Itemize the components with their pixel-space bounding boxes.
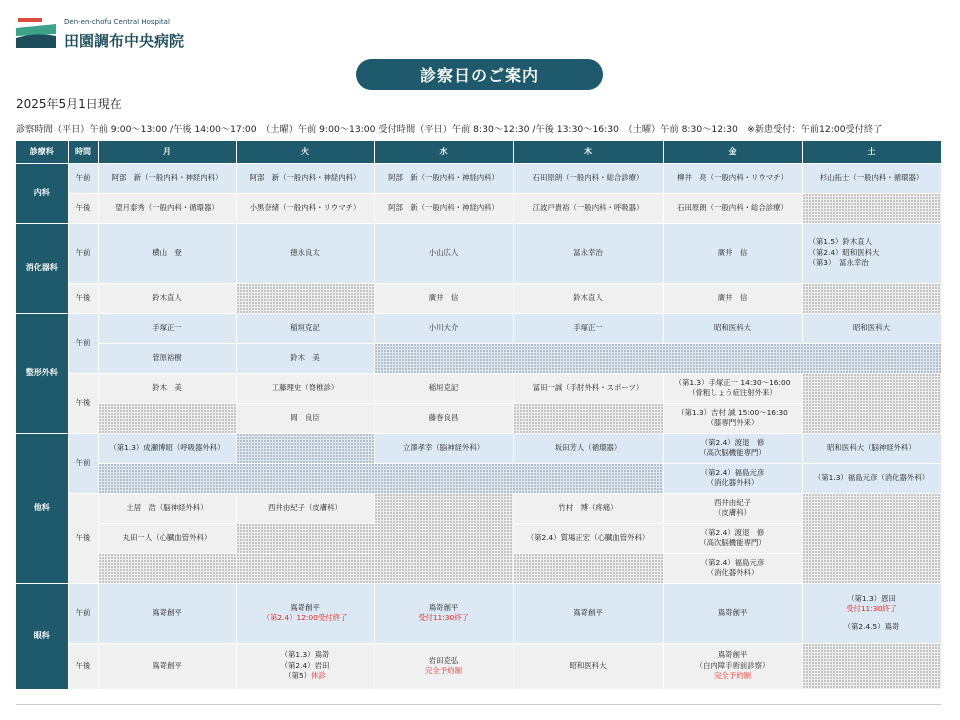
schedule-cell: （第2.4）質場正宏（心臓血管外科） <box>513 523 663 553</box>
schedule-cell: 稲垣克記 <box>374 373 513 403</box>
table-row <box>16 313 941 343</box>
page-title: 診察日のご案内 <box>356 59 603 90</box>
cell-line: （高次脳機能専門） <box>699 538 766 547</box>
schedule-cell <box>236 583 374 643</box>
cell-line-prefix: （第5） <box>284 671 312 681</box>
hours-info: 診察時間（平日）午前 9:00～13:00 /午後 14:00～17:00 （土曜）午前 9:00～13:00 受付時間（平日）午前 8:30～12:30 /午後 13:30～16:30 （土曜）午前 8:30～12:30 ※新患受付：午前12:00受付終了 <box>16 124 883 135</box>
header-time: 時間 <box>68 141 98 163</box>
schedule-cell: 柳井 亮（一般内科・リウマチ） <box>663 163 802 193</box>
schedule-cell: 阿部 新（一般内科・神経内科） <box>374 163 513 193</box>
schedule-cell: 廣井 信 <box>374 283 513 313</box>
table-row <box>16 223 941 283</box>
closed-cell <box>236 433 374 463</box>
schedule-cell: 小川大介 <box>374 313 513 343</box>
table-row <box>16 583 941 643</box>
schedule-cell: 嶌嵜創平 <box>513 583 663 643</box>
closed-cell <box>98 553 236 583</box>
schedule-table <box>16 141 942 690</box>
dept-seikei: 整形外科 <box>16 313 68 433</box>
hospital-logo-icon <box>16 18 56 48</box>
table-row <box>16 193 941 223</box>
schedule-cell <box>663 433 802 463</box>
closed-cell <box>802 373 941 433</box>
cell-line: （第2.4）福島元彦 <box>700 467 765 477</box>
schedule-cell: 鈴木直人 <box>98 283 236 313</box>
schedule-cell: 杉山拓士（一般内科・循環器） <box>802 163 941 193</box>
schedule-cell: 徳永良太 <box>236 223 374 283</box>
schedule-cell: 昭和医科大 <box>802 313 941 343</box>
schedule-cell: 立澤孝幸（脳神経外科） <box>374 433 513 463</box>
header-mon: 月 <box>98 141 236 163</box>
schedule-cell <box>663 403 802 433</box>
schedule-cell: 竹村 博（疼痛） <box>513 493 663 523</box>
schedule-cell: 横山 登 <box>98 223 236 283</box>
time-pm: 午後 <box>68 193 98 223</box>
cell-line: （第1.3）手塚正一 14:30～16:00 <box>674 377 791 387</box>
schedule-cell: 鈴木 美 <box>98 373 236 403</box>
cell-note: 受付11:30終了 <box>846 604 897 614</box>
schedule-cell <box>663 553 802 583</box>
cell-line: 嶌嵜創平 <box>428 602 459 612</box>
schedule-cell: 工藤理史（脊椎診） <box>236 373 374 403</box>
schedule-cell: 岡 良臣 <box>236 403 374 433</box>
schedule-cell <box>663 523 802 553</box>
schedule-cell: 鈴木直人 <box>513 283 663 313</box>
table-row <box>16 343 941 373</box>
schedule-cell: 廣井 信 <box>663 223 802 283</box>
schedule-cell: 昭和医科大（脳神経外科） <box>802 433 941 463</box>
table-header-row <box>16 141 941 163</box>
cell-line: （第1.3）恩田 <box>847 593 896 603</box>
closed-cell <box>236 523 374 553</box>
schedule-cell: 坂田芳人（循環器） <box>513 433 663 463</box>
time-pm: 午後 <box>68 373 98 433</box>
schedule-cell: 小黒奈緒（一般内科・リウマチ） <box>236 193 374 223</box>
schedule-cell: 冨永幸治 <box>513 223 663 283</box>
cell-line: 嶌嵜創平 <box>717 650 748 660</box>
header-thu: 木 <box>513 141 663 163</box>
dept-naika: 内科 <box>16 163 68 223</box>
schedule-cell: 石田原朗（一般内科・総合診療） <box>513 163 663 193</box>
schedule-cell: 冨田一誠（手肘外科・スポーツ） <box>513 373 663 403</box>
schedule-cell <box>374 643 513 689</box>
schedule-cell: 阿部 新（一般内科・神経内科） <box>374 193 513 223</box>
schedule-cell: 昭和医科大 <box>513 643 663 689</box>
table-row <box>16 463 941 493</box>
schedule-cell: 江波戸貴裕（一般内科・呼吸器） <box>513 193 663 223</box>
time-am: 午前 <box>68 223 98 283</box>
closed-cell <box>374 493 513 583</box>
schedule-cell: 手塚正一 <box>513 313 663 343</box>
cell-line: 嶌嵜創平 <box>290 602 320 612</box>
schedule-cell: 昭和医科大 <box>663 313 802 343</box>
schedule-cell <box>663 373 802 403</box>
schedule-cell: 藤巻良昌 <box>374 403 513 433</box>
time-pm: 午後 <box>68 643 98 689</box>
cell-line: （第3） 冨永幸治 <box>808 258 869 268</box>
schedule-cell: 土居 浩（脳神経外科） <box>98 493 236 523</box>
cell-line: （第1.5）鈴木直人 <box>808 237 872 247</box>
header-wed: 水 <box>374 141 513 163</box>
time-am: 午前 <box>68 583 98 643</box>
schedule-cell: 西井由紀子（皮膚科） <box>236 493 374 523</box>
schedule-cell: 手塚正一 <box>98 313 236 343</box>
cell-line: （第2.4）渡退 修 <box>700 437 765 447</box>
time-am: 午前 <box>68 163 98 193</box>
as-of-date: 2025年5月1日現在 <box>16 97 122 111</box>
schedule-cell: 石田原朗（一般内科・総合診療） <box>663 193 802 223</box>
cell-line: （膝専門外来） <box>706 418 759 427</box>
closed-cell <box>98 463 663 493</box>
cell-line: （第2.4）昭和医科大 <box>808 247 880 257</box>
schedule-cell: 鈴木 美 <box>236 343 374 373</box>
closed-cell <box>802 643 941 689</box>
time-pm: 午後 <box>68 283 98 313</box>
table-row <box>16 373 941 403</box>
header-fri: 金 <box>663 141 802 163</box>
schedule-cell <box>374 583 513 643</box>
schedule-cell: 嶌嵜創平 <box>663 583 802 643</box>
table-row <box>16 493 941 523</box>
cell-line <box>239 671 372 681</box>
dept-ganka: 眼科 <box>16 583 68 689</box>
cell-line: （白内障手術前診察） <box>695 660 770 670</box>
cell-line: （第2.4.5）嶌嵜 <box>843 621 900 631</box>
schedule-cell: 丸田一人（心臓血管外科） <box>98 523 236 553</box>
schedule-cell <box>663 493 802 523</box>
header-tue: 火 <box>236 141 374 163</box>
schedule-cell <box>236 643 374 689</box>
schedule-cell <box>802 223 941 283</box>
time-pm: 午後 <box>68 493 98 583</box>
cell-note: 休診 <box>311 671 326 681</box>
cell-line: （第2.4）渡退 修 <box>700 527 765 537</box>
table-row <box>16 433 941 463</box>
cell-line: （第1.3）嶌嵜 <box>280 650 330 660</box>
closed-cell <box>236 553 374 583</box>
cell-line: 西井由紀子 <box>714 497 751 507</box>
schedule-cell <box>663 463 802 493</box>
schedule-cell <box>663 643 802 689</box>
hospital-logo <box>16 16 216 52</box>
cell-line: （第2.4）福島元彦 <box>700 557 765 567</box>
schedule-cell: 望月泰秀（一般内科・循環器） <box>98 193 236 223</box>
logo-english-name: Den-en-chofu Central Hospital <box>64 18 170 26</box>
closed-cell <box>802 283 941 313</box>
time-am: 午前 <box>68 313 98 373</box>
schedule-cell: 稲垣克記 <box>236 313 374 343</box>
cell-note: 受付11:30終了 <box>418 613 469 622</box>
cell-line: （第2.4）岩田 <box>280 660 330 670</box>
dept-other: 他科 <box>16 433 68 583</box>
closed-cell <box>802 193 941 223</box>
dept-shoka: 消化器科 <box>16 223 68 313</box>
time-am: 午前 <box>68 433 98 493</box>
closed-cell <box>98 403 236 433</box>
schedule-cell: 菅原裕樹 <box>98 343 236 373</box>
cell-line: （消化器外科） <box>706 478 759 487</box>
cell-note: 完全予約制 <box>714 671 751 681</box>
cell-line: （高次脳機能専門） <box>699 448 766 457</box>
closed-cell <box>236 283 374 313</box>
schedule-cell: 廣井 信 <box>663 283 802 313</box>
footer-divider <box>16 704 941 705</box>
schedule-cell: 小山広人 <box>374 223 513 283</box>
cell-line: （消化器外科） <box>706 568 759 577</box>
cell-line: （皮膚科） <box>714 508 751 517</box>
closed-cell <box>513 403 663 433</box>
schedule-cell: 阿部 新（一般内科・神経内科） <box>98 163 236 193</box>
closed-cell <box>513 553 663 583</box>
schedule-cell: （第1.3）福島元彦（消化器外科） <box>802 463 941 493</box>
schedule-cell: （第1.3）成瀬博昭（呼吸器外科） <box>98 433 236 463</box>
schedule-cell: 阿部 新（一般内科・神経内科） <box>236 163 374 193</box>
table-row <box>16 163 941 193</box>
table-row <box>16 643 941 689</box>
cell-line: （骨粗しょう症注射外来） <box>688 388 777 397</box>
logo-japanese-name: 田園調布中央病院 <box>64 32 185 50</box>
cell-note: 完全予約制 <box>425 666 462 675</box>
schedule-cell: 嶌嵜創平 <box>98 583 236 643</box>
cell-note: （第2.4）12:00受付終了 <box>262 613 348 622</box>
cell-line: （第1.3）吉村 誠 15:00～16:30 <box>677 407 788 417</box>
schedule-cell: 嶌嵜創平 <box>98 643 236 689</box>
schedule-cell <box>802 583 941 643</box>
header-sat: 土 <box>802 141 941 163</box>
header-dept: 診療科 <box>16 141 68 163</box>
closed-cell <box>802 493 941 583</box>
table-row <box>16 283 941 313</box>
cell-line: 岩田克弘 <box>428 655 459 665</box>
closed-cell <box>374 343 941 373</box>
